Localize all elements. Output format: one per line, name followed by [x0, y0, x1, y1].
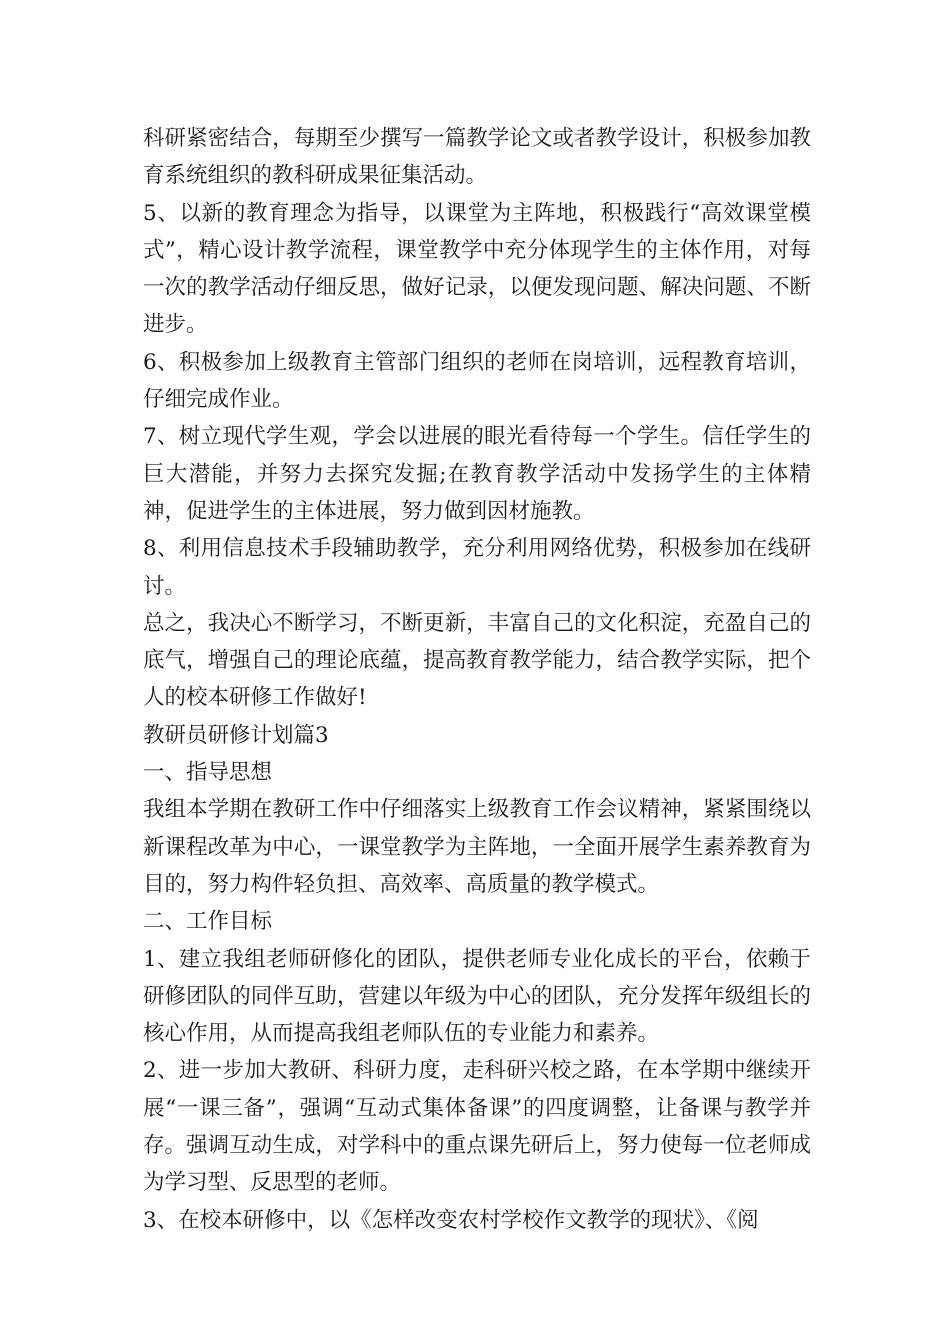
paragraph-goal-3: 3、在校本研修中，以《怎样改变农村学校作文教学的现状》、《阅: [143, 1207, 759, 1233]
paragraph-item-8: 8、利用信息技术手段辅助教学，充分利用网络优势，积极参加在线研讨。: [143, 536, 811, 599]
paragraph-research-continuation: 科研紧密结合，每期至少撰写一篇教学论文或者教学设计，积极参加教育系统组织的教科研成果征集活动。: [143, 126, 811, 189]
paragraph-item-7: 7、树立现代学生观，学会以进展的眼光看待每一个学生。信任学生的巨大潜能，并努力去探究发掘;在教育教学活动中发扬学生的主体精神，促进学生的主体进展，努力做到因材施教。: [143, 424, 811, 524]
section-heading-plan-3: 教研员研修计划篇3: [143, 722, 329, 748]
paragraph-item-6: 6、积极参加上级教育主管部门组织的老师在岗培训，远程教育培训，仔细完成作业。: [143, 349, 811, 413]
paragraph-guiding-ideology: 我组本学期在教研工作中仔细落实上级教育工作会议精神，紧紧围绕以新课程改革为中心，一课堂教学为主阵地，一全面开展学生素养教育为目的，努力构件轻负担、高效率、高质量的教学模式。: [143, 797, 811, 897]
document-body: [143, 120, 811, 1239]
paragraph-goal-1: 1、建立我组老师研修化的团队，提供老师专业化成长的平台，依赖于研修团队的同伴互助，营建以年级为中心的团队，充分发挥年级组长的核心作用，从而提高我组老师队伍的专业能力和素养。: [143, 946, 811, 1047]
section-heading-work-goals: 二、工作目标: [143, 909, 273, 935]
paragraph-item-5: 5、以新的教育理念为指导，以课堂为主阵地，积极践行“高效课堂模式”，精心设计教学流程，课堂教学中充分体现学生的主体作用，对每一次的教学活动仔细反思，做好记录，以便发现问题、解决问题、不断进步。: [143, 200, 811, 338]
section-heading-guiding-ideology: 一、指导思想: [143, 760, 273, 786]
paragraph-summary: 总之，我决心不断学习，不断更新，丰富自己的文化积淀，充盈自己的底气，增强自己的理论底蕴，提高教育教学能力，结合教学实际，把个人的校本研修工作做好!: [143, 610, 811, 711]
paragraph-goal-2: 2、进一步加大教研、科研力度，走科研兴校之路，在本学期中继续开展“一课三备”，强调“互动式集体备课”的四度调整，让备课与教学并存。强调互动生成，对学科中的重点课先研后上，努力使每一位老师成为学习型、反思型的老师。: [143, 1058, 811, 1196]
